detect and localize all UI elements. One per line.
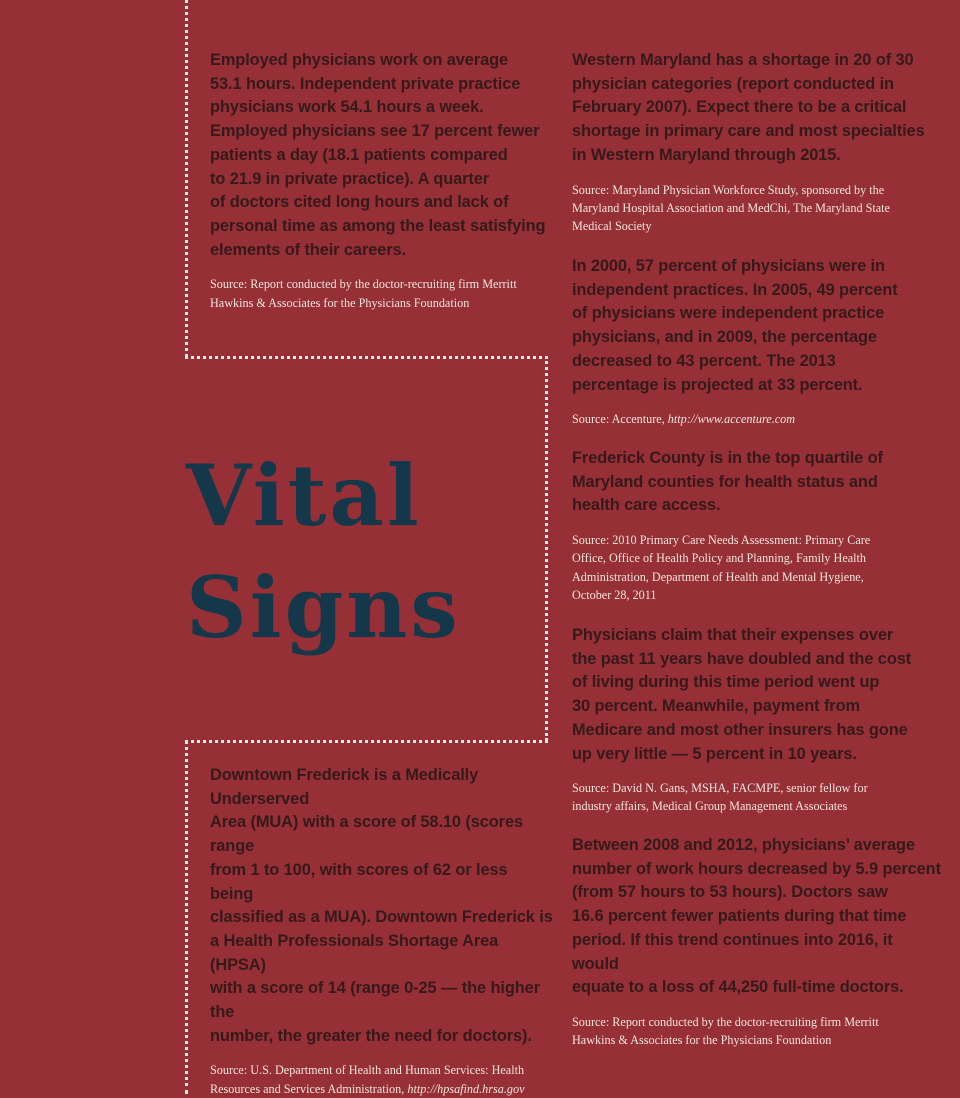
- fact-block-independent-practices: [572, 255, 932, 428]
- source-url[interactable]: http://www.accenture.com: [667, 412, 796, 427]
- fact-text: Frederick County is in the top quartile of Maryland counties for health status and health care access.: [572, 449, 883, 515]
- fact-block-expenses: [572, 624, 932, 816]
- fact-block-mua: [210, 764, 555, 1098]
- fact-block-work-hours: [210, 49, 550, 312]
- fact-block-western-maryland: [572, 49, 932, 235]
- source-citation: Source: Report conducted by the doctor-recruiting firm Merritt Hawkins & Associates for the Physicians Foundation: [572, 1014, 879, 1048]
- source-citation: Source: Report conducted by the doctor-recruiting firm Merritt Hawkins & Associates for the Physicians Foundation: [210, 277, 517, 310]
- dotted-divider-top-horizontal: [185, 356, 548, 359]
- fact-text: In 2000, 57 percent of physicians were in independent practices. In 2005, 49 percent of physicians were independent practice physicians, and in 2009, the percentage decreased to 43 percent. The 2013 percentage is projected at 33 percent.: [572, 257, 898, 394]
- dotted-divider-left-top: [185, 0, 188, 357]
- title-line-1: Vital: [186, 446, 422, 545]
- dotted-divider-left-bottom: [185, 740, 188, 1094]
- source-citation: Source: U.S. Department of Health and Human Services: Health Resources and Services Administration, http://hpsafind.hrsa.gov: [210, 1063, 525, 1096]
- fact-text: Downtown Frederick is a Medically Underserved Area (MUA) with a score of 58.10 (scores range from 1 to 100, with scores of 62 or less being classified as a MUA). Downtown Frederick is a Health Professionals Shortage Area (HPSA) with a score of 14 (range 0-25 — the higher the number, the greater the need for doctors).: [210, 766, 553, 1045]
- fact-text: Western Maryland has a shortage in 20 of 30 physician categories (report conducted in February 2007). Expect there to be a critical shortage in primary care and most specialties in Western Maryland through 2015.: [572, 51, 925, 164]
- source-citation: Source: Accenture, http://www.accenture.com: [572, 412, 796, 427]
- fact-text: Between 2008 and 2012, physicians’ average number of work hours decreased by 5.9 percent (from 57 hours to 53 hours). Doctors saw 16.6 percent fewer patients during that time period. If this trend continues into 2016, it would equate to a loss of 44,250 full-time doctors.: [572, 836, 941, 997]
- source-citation: Source: David N. Gans, MSHA, FACMPE, senior fellow for industry affairs, Medical Group Management Associates: [572, 781, 868, 814]
- fact-text: Physicians claim that their expenses over the past 11 years have doubled and the cost of living during this time period went up 30 percent. Meanwhile, payment from Medicare and most other insurers has gone up very little — 5 percent in 10 years.: [572, 626, 912, 763]
- source-citation: Source: Maryland Physician Workforce Study, sponsored by the Maryland Hospital Association and MedChi, The Maryland State Medical Society: [572, 182, 890, 233]
- source-url[interactable]: http://hpsafind.hrsa.gov: [407, 1081, 525, 1096]
- dotted-divider-bottom-horizontal: [185, 740, 548, 743]
- page-title: [186, 440, 461, 664]
- fact-text: Employed physicians work on average 53.1 hours. Independent private practice physicians work 54.1 hours a week. Employed physicians see 17 percent fewer patients a day (18.1 patients compared to 21.9 in private practice). A quarter of doctors cited long hours and lack of personal time as among the least satisfying elements of their careers.: [210, 51, 546, 259]
- title-line-2: Signs: [186, 558, 461, 657]
- source-citation: Source: 2010 Primary Care Needs Assessment: Primary Care Office, Office of Health Policy and Planning, Family Health Administration, Department of Health and Mental Hygiene, October 28, 2011: [572, 533, 871, 602]
- dotted-divider-middle-vertical: [545, 356, 548, 741]
- fact-block-frederick-county: [572, 447, 932, 604]
- fact-block-work-hours-decline: [572, 834, 942, 1049]
